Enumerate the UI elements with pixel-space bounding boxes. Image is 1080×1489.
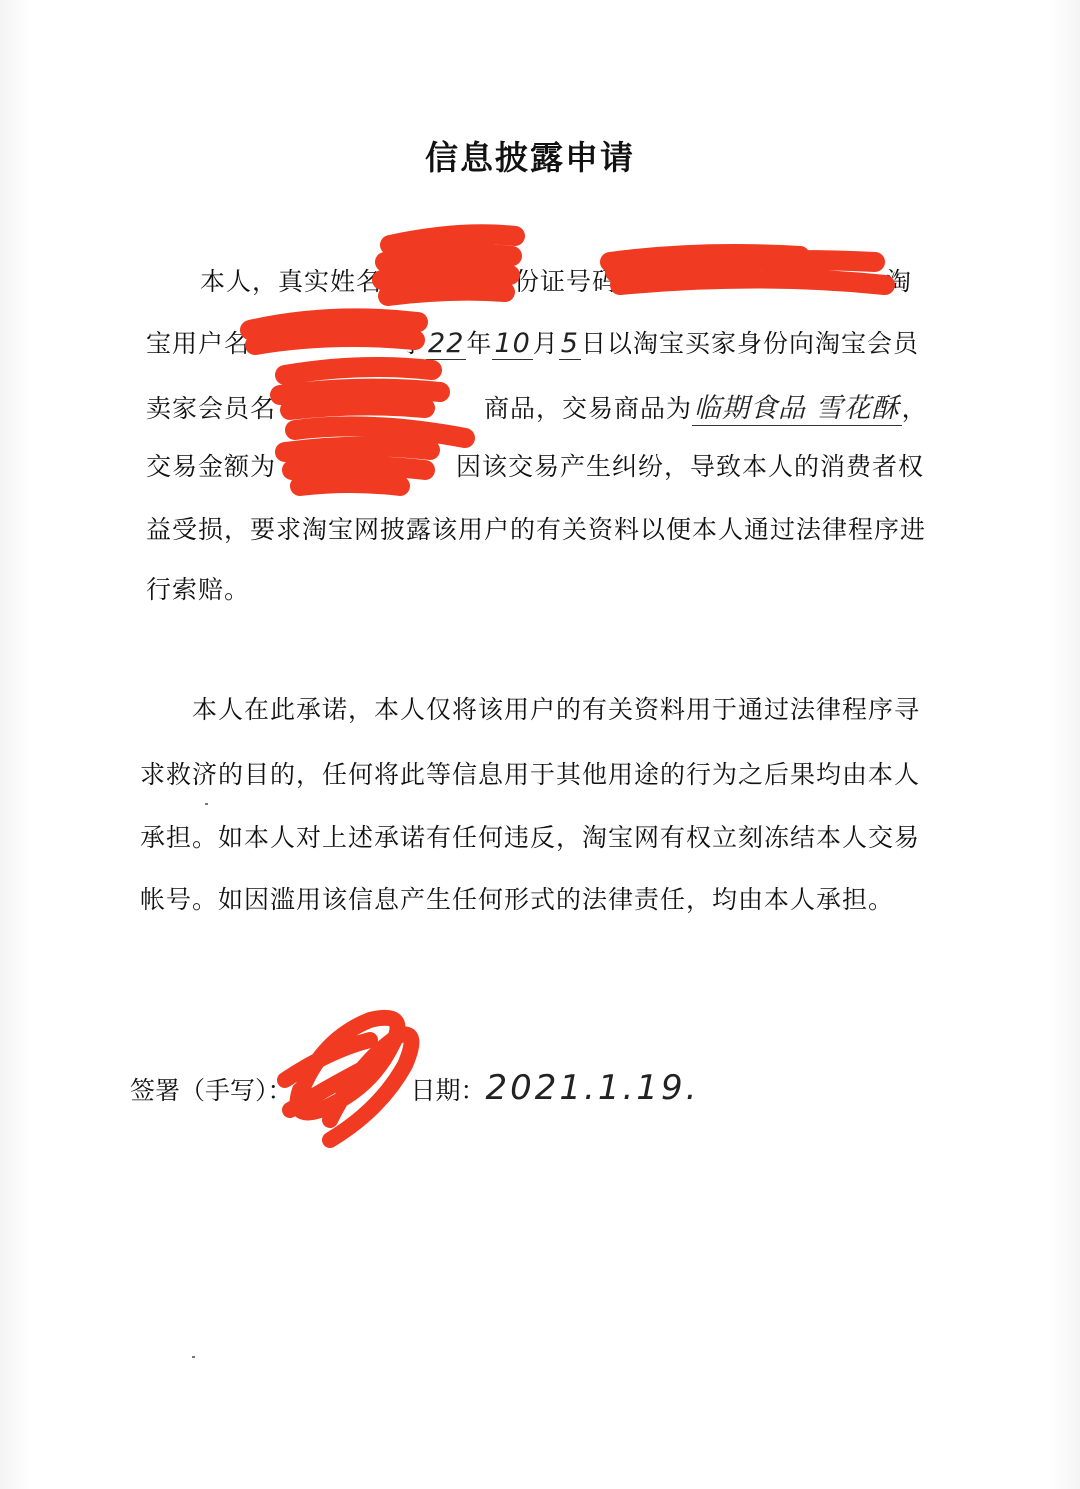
- document-title: 信息披露申请: [425, 138, 635, 177]
- paragraph1-line2: [146, 324, 919, 360]
- text-segment: 宝用户名: [146, 329, 251, 358]
- handwritten-month: 10: [494, 328, 531, 359]
- text-segment: 因该交易产生纠纷，导致本人的消费者权: [456, 452, 925, 481]
- speck: [205, 803, 208, 805]
- paragraph1-line4: [146, 447, 925, 483]
- text-segment: 于: [400, 329, 427, 358]
- paragraph1-line6: 行索赔。: [146, 575, 251, 604]
- paragraph2-line2: 求救济的目的，任何将此等信息用于其他用途的行为之后果均由本人: [140, 760, 921, 789]
- text-segment: 年: [466, 329, 493, 358]
- paragraph2-line4: 帐号。如因滥用该信息产生任何形式的法律责任，均由本人承担。: [140, 885, 895, 914]
- paragraph1-line3: [146, 386, 928, 426]
- handwritten-goods: 临期食品 雪花酥: [692, 386, 902, 426]
- handwritten-day: 5: [560, 328, 579, 359]
- text-segment: 商品，交易商品为: [484, 394, 693, 423]
- text-segment: 日以淘宝买家身份向淘宝会员: [580, 329, 919, 358]
- signature-label: 签署（手写）：: [130, 1076, 293, 1105]
- text-segment: ，: [901, 394, 928, 423]
- handwritten-date: 2021.1.19.: [485, 1068, 700, 1108]
- signature-row: [130, 1068, 730, 1108]
- paragraph2-line3: 承担。如本人对上述承诺有任何违反，淘宝网有权立刻冻结本人交易: [140, 823, 921, 852]
- text-segment: 本人，真实姓名: [200, 267, 383, 296]
- paragraph1-line5: 益受损，要求淘宝网披露该用户的有关资料以便本人通过法律程序进: [146, 515, 927, 544]
- paragraph2-line1: 本人在此承诺，本人仅将该用户的有关资料用于通过法律程序寻: [192, 695, 921, 724]
- text-segment: 淘: [886, 267, 913, 296]
- date-label: 日期：: [410, 1076, 486, 1105]
- text-segment: 月: [532, 329, 559, 358]
- handwritten-year: 22: [428, 328, 465, 359]
- text-segment: 份证号码: [514, 267, 619, 296]
- text-segment: 卖家会员名: [146, 394, 277, 423]
- speck: [192, 1356, 195, 1358]
- text-segment: 交易金额为: [146, 452, 277, 481]
- paragraph1-line1: [200, 262, 916, 298]
